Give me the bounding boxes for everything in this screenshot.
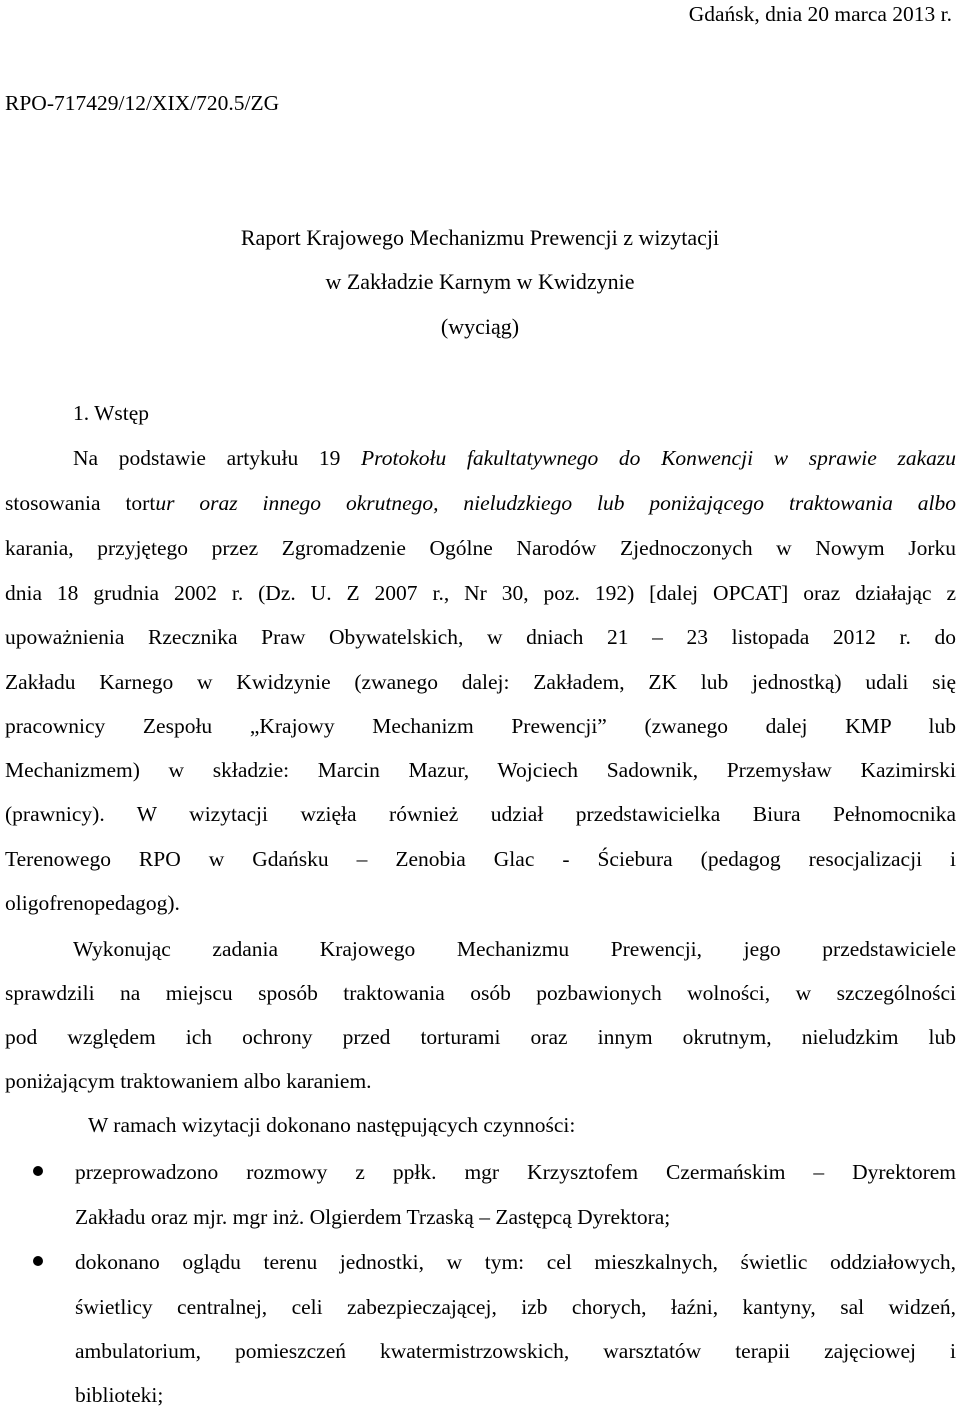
bullet-2-line-2: świetlicy centralnej, celi zabezpieczającej, izb chorych, łaźni, kantyny, sal widzeń,	[75, 1295, 956, 1319]
paragraph-1-line-7: pracownicy Zespołu „Krajowy Mechanizm Prewencji” (zwanego dalej KMP lub	[5, 714, 956, 738]
bullet-2-marker	[33, 1256, 43, 1266]
place-date: Gdańsk, dnia 20 marca 2013 r.	[688, 2, 952, 26]
paragraph-1-line-10: Terenowego RPO w Gdańsku – Zenobia Glac - Ściebura (pedagog resocjalizacji i	[5, 847, 956, 871]
bullet-1-line-2: Zakładu oraz mjr. mgr inż. Olgierdem Trzaską – Zastępcą Dyrektora;	[75, 1205, 671, 1229]
report-title-line-3: (wyciąg)	[440, 314, 520, 339]
paragraph-1-line-1-text: Na podstawie artykułu 19	[73, 446, 362, 470]
paragraph-2-line-2: sprawdzili na miejscu sposób traktowania osób pozbawionych wolności, w szczególności	[5, 981, 956, 1005]
paragraph-1-line-9: (prawnicy). W wizytacji wzięła również udział przedstawicielka Biura Pełnomocnika	[5, 802, 956, 826]
paragraph-1-line-6: Zakładu Karnego w Kwidzynie (zwanego dalej: Zakładem, ZK lub jednostką) udali się	[5, 670, 956, 694]
paragraph-1-line-8: Mechanizmem) w składzie: Marcin Mazur, Wojciech Sadownik, Przemysław Kazimirski	[5, 758, 956, 782]
paragraph-1-line-3: karania, przyjętego przez Zgromadzenie Ogólne Narodów Zjednoczonych w Nowym Jorku	[5, 536, 956, 560]
paragraph-1-line-2-text: stosowania tort	[5, 491, 156, 515]
report-title-line-2: w Zakładzie Karnym w Kwidzynie	[325, 269, 635, 294]
paragraph-2-line-3: pod względem ich ochrony przed torturami oraz innym okrutnym, nieludzkim lub	[5, 1025, 956, 1049]
paragraph-1-line-5: upoważnienia Rzecznika Praw Obywatelskich, w dniach 21 – 23 listopada 2012 r. do	[5, 625, 956, 649]
bullet-1-marker	[33, 1166, 43, 1176]
bullet-2-line-4: biblioteki;	[75, 1383, 164, 1407]
paragraph-1-line-1	[73, 448, 956, 470]
reference-number: RPO-717429/12/XIX/720.5/ZG	[5, 91, 280, 115]
paragraph-1-line-4: dnia 18 grudnia 2002 r. (Dz. U. Z 2007 r., Nr 30, poz. 192) [dalej OPCAT] oraz działając z	[5, 581, 956, 605]
paragraph-1-line-11: oligofrenopedagog).	[5, 891, 180, 915]
section-heading: 1. Wstęp	[73, 401, 150, 425]
report-title-line-1: Raport Krajowego Mechanizmu Prewencji z wizytacji	[240, 225, 720, 250]
paragraph-3-line-1: W ramach wizytacji dokonano następujących czynności:	[88, 1113, 576, 1137]
paragraph-1-line-1-italic: Protokołu fakultatywnego do Konwencji w sprawie zakazu	[361, 446, 956, 470]
paragraph-2-line-4: poniżającym traktowaniem albo karaniem.	[5, 1069, 372, 1093]
bullet-2-line-3: ambulatorium, pomieszczeń kwatermistrzowskich, warsztatów terapii zajęciowej i	[75, 1339, 956, 1363]
bullet-1-line-1: przeprowadzono rozmowy z ppłk. mgr Krzysztofem Czermańskim – Dyrektorem	[75, 1160, 956, 1184]
paragraph-1-line-2-italic: ur oraz innego okrutnego, nieludzkiego lub poniżającego traktowania albo	[155, 491, 956, 515]
bullet-2-line-1: dokonano oglądu terenu jednostki, w tym: cel mieszkalnych, świetlic oddziałowych,	[75, 1250, 956, 1274]
paragraph-1-line-2	[5, 493, 956, 515]
paragraph-2-line-1: Wykonując zadania Krajowego Mechanizmu Prewencji, jego przedstawiciele	[73, 937, 956, 961]
